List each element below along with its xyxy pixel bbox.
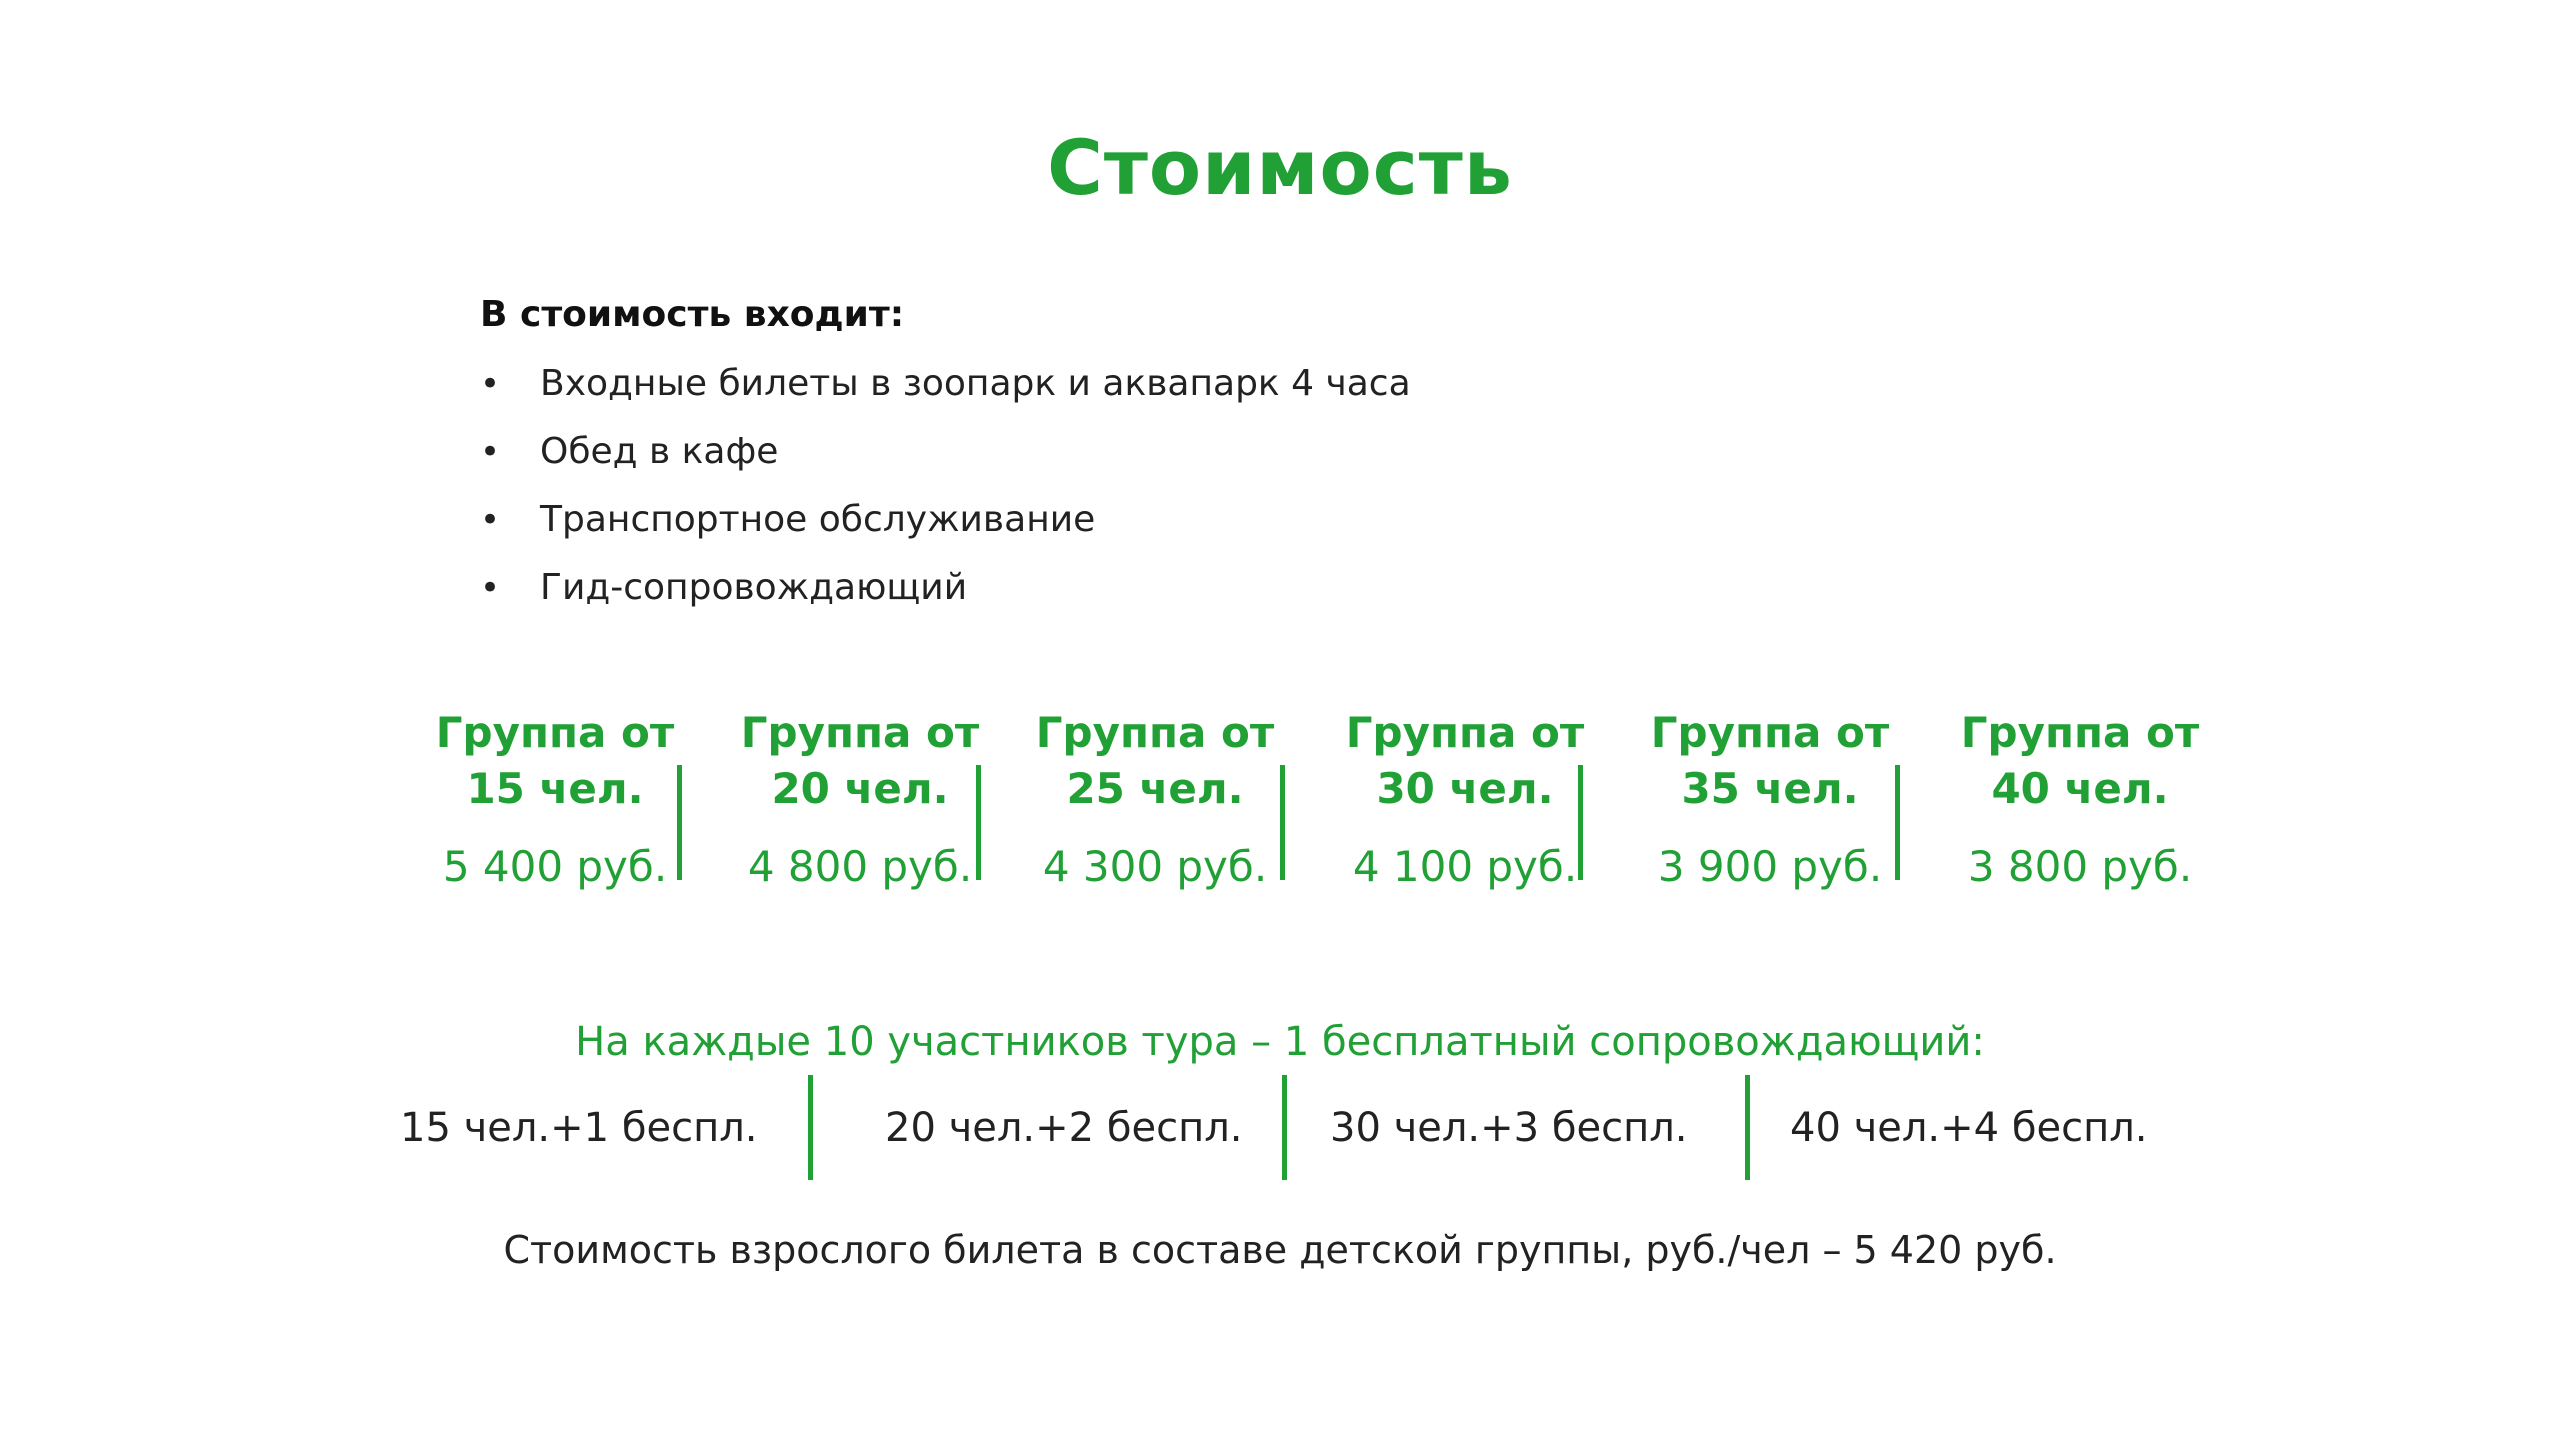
includes-item [480,494,1411,562]
group-price: 4 300 руб. [1042,842,1268,891]
free-companions-heading: На каждые 10 участников тура – 1 бесплатный сопровождающий: [575,1019,1985,1065]
group-title-line1: Группа от [1345,708,1585,757]
divider [1280,765,1285,880]
group-price: 4 800 руб. [747,842,973,891]
bullet-icon: • [480,568,501,608]
group-title-line1: Группа от [1650,708,1890,757]
includes-item [480,426,1411,494]
includes-item-label: Гид-сопровождающий [540,567,968,608]
free-companions-item: 40 чел.+4 беспл. [1790,1105,2148,1151]
includes-item [480,562,1411,630]
free-companions-item: 30 чел.+3 беспл. [1330,1105,1688,1151]
group-prices [405,705,2200,905]
group-price-40 [1930,705,2230,895]
group-price-15 [405,705,705,895]
group-price-20 [710,705,1010,895]
group-title-line1: Группа от [740,708,980,757]
group-title-line2: 20 чел. [771,764,949,813]
group-title-line2: 30 чел. [1376,764,1554,813]
divider [976,765,981,880]
group-title-line1: Группа от [1035,708,1275,757]
includes-item [480,358,1411,426]
includes-list [480,358,1411,630]
divider [1578,765,1583,880]
bullet-icon: • [480,500,501,540]
group-price-35 [1620,705,1920,895]
group-price: 3 900 руб. [1657,842,1883,891]
group-price: 5 400 руб. [442,842,668,891]
includes-heading: В стоимость входит: [480,294,905,335]
group-title-line1: Группа от [435,708,675,757]
free-companions-item: 15 чел.+1 беспл. [400,1105,758,1151]
group-price: 3 800 руб. [1967,842,2193,891]
group-title-line2: 35 чел. [1681,764,1859,813]
includes-item-label: Входные билеты в зоопарк и аквапарк 4 часа [540,363,1411,404]
divider [677,765,682,880]
page-title: Стоимость [1047,123,1513,212]
group-title-line2: 40 чел. [1991,764,2169,813]
includes-item-label: Транспортное обслуживание [540,499,1096,540]
group-price: 4 100 руб. [1352,842,1578,891]
divider [1745,1075,1750,1180]
bullet-icon: • [480,364,501,404]
group-title-line1: Группа от [1960,708,2200,757]
adult-ticket-note: Стоимость взрослого билета в составе детской группы, руб./чел – 5 420 руб. [503,1228,2057,1272]
free-companions-item: 20 чел.+2 беспл. [885,1105,1243,1151]
group-title-line2: 15 чел. [466,764,644,813]
group-price-25 [1005,705,1305,895]
includes-item-label: Обед в кафе [540,431,779,472]
divider [808,1075,813,1180]
divider [1282,1075,1287,1180]
group-title-line2: 25 чел. [1066,764,1244,813]
group-price-30 [1315,705,1615,895]
bullet-icon: • [480,432,501,472]
divider [1895,765,1900,880]
